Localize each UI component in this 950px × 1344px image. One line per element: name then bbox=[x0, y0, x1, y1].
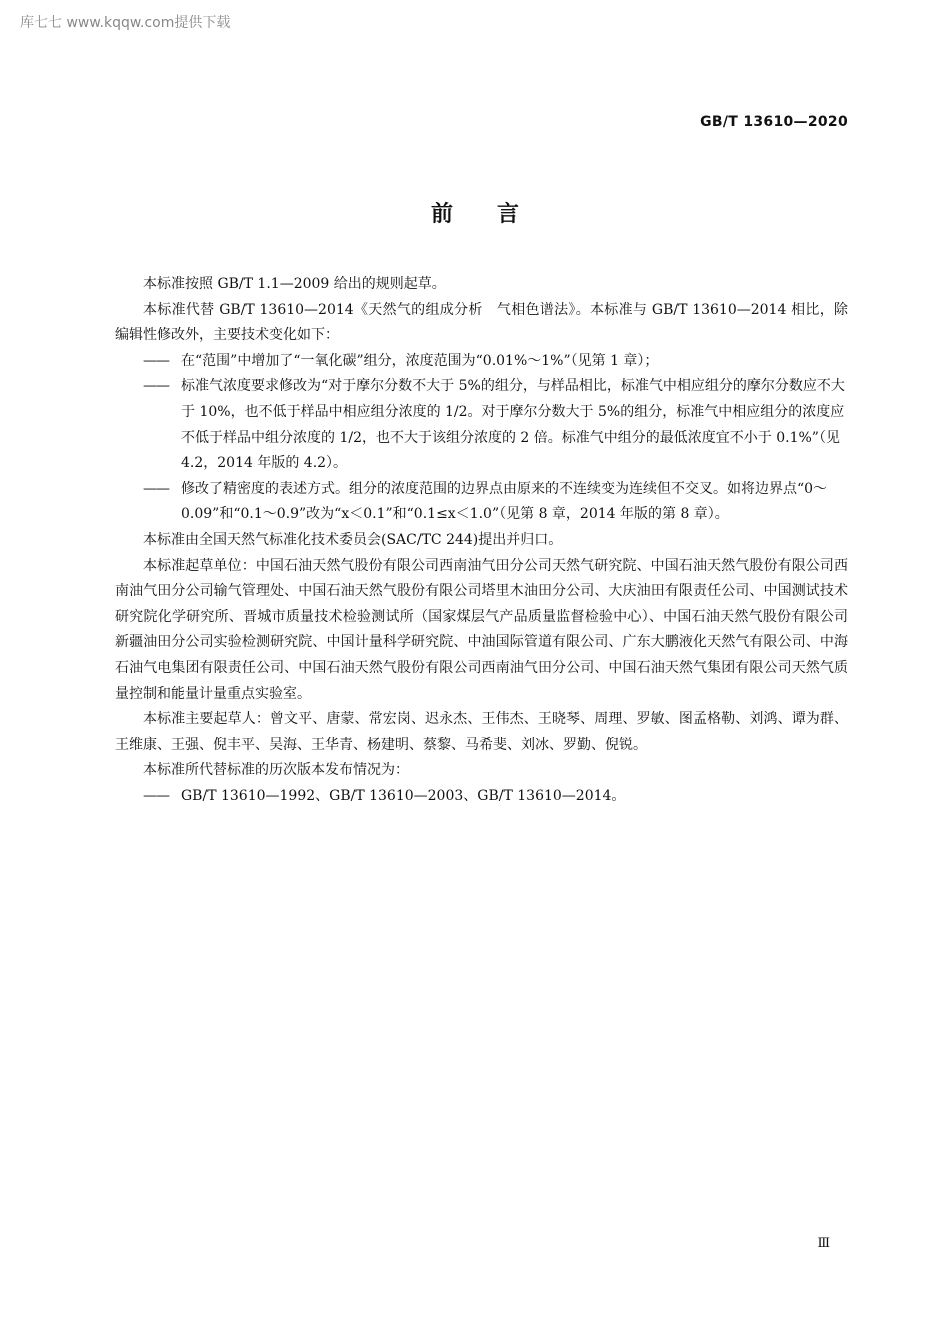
paragraph-drafters: 本标准主要起草人：曾文平、唐蒙、常宏岗、迟永杰、王伟杰、王晓琴、周理、罗敏、图孟格勒、刘鸿、谭为群、王维康、王强、倪丰平、吴海、王华青、杨建明、蔡黎、马希斐、刘冰、罗勤、倪锐。 bbox=[115, 711, 848, 753]
dash-mark: —— bbox=[143, 352, 169, 369]
change-item-text: 修改了精密度的表述方式。组分的浓度范围的边界点由原来的不连续变为连续但不交叉。如将边界点“0～0.09”和“0.1～0.9”改为“x＜0.1”和“0.1≤x＜1.0”（见第 8 章，2014 年版的第 8 章）。 bbox=[181, 480, 828, 523]
change-item-scope bbox=[115, 349, 848, 375]
paragraph-history: 本标准所代替标准的历次版本发布情况为： bbox=[143, 762, 409, 779]
change-item-text: 标准气浓度要求修改为“对于摩尔分数不大于 5%的组分，与样品相比，标准气中相应组分的摩尔分数应不大于 10%，也不低于样品中相应组分浓度的 1/2。对于摩尔分数大于 5%的组分，标准气中相应组分的浓度应不低于样品中组分浓度的 1/2，也不大于该组分浓度的 2 倍。标准气中组分的最低浓度宜不小于 0.1%”（见 4.2，2014 年版的 4.2）。 bbox=[181, 378, 845, 472]
paragraph-drafting-units: 本标准起草单位：中国石油天然气股份有限公司西南油气田分公司天然气研究院、中国石油天然气股份有限公司西南油气田分公司输气管理处、中国石油天然气股份有限公司塔里木油田分公司、大庆油田有限责任公司、中国测试技术研究院化学研究所、晋城市质量技术检验测试所（国家煤层气产品质量监督检验中心）、中国石油天然气股份有限公司新疆油田分公司实验检测研究院、中国计量科学研究院、中油国际管道有限公司、广东大鹏液化天然气有限公司、中海石油气电集团有限责任公司、中国石油天然气股份有限公司西南油气田分公司、中国石油天然气集团有限公司天然气质量控制和能量计量重点实验室。 bbox=[115, 557, 848, 702]
dash-mark: —— bbox=[143, 787, 169, 804]
history-item-text: GB/T 13610—1992、GB/T 13610—2003、GB/T 13610—2014。 bbox=[181, 787, 626, 804]
change-item-text: 在“范围”中增加了“一氧化碳”组分，浓度范围为“0.01%～1%”（见第 1 章）； bbox=[181, 352, 659, 369]
change-item-standard-gas bbox=[115, 374, 848, 476]
change-item-precision bbox=[115, 477, 848, 528]
paragraph-proposer: 本标准由全国天然气标准化技术委员会(SAC/TC 244)提出并归口。 bbox=[143, 531, 563, 548]
foreword-body bbox=[115, 272, 848, 809]
paragraph-replacement: 本标准代替 GB/T 13610—2014《天然气的组成分析 气相色谱法》。本标准与 GB/T 13610—2014 相比，除编辑性修改外，主要技术变化如下： bbox=[115, 301, 848, 344]
document-code: GB/T 13610—2020 bbox=[700, 114, 848, 130]
watermark-text: 库七七 www.kqqw.com提供下载 bbox=[20, 15, 231, 31]
page-number: Ⅲ bbox=[817, 1236, 830, 1251]
history-item bbox=[115, 784, 848, 810]
dash-mark: —— bbox=[143, 480, 169, 497]
dash-mark: —— bbox=[143, 378, 169, 395]
page-title: 前言 bbox=[430, 202, 563, 227]
paragraph-drafting-rule: 本标准按照 GB/T 1.1—2009 给出的规则起草。 bbox=[143, 276, 446, 292]
